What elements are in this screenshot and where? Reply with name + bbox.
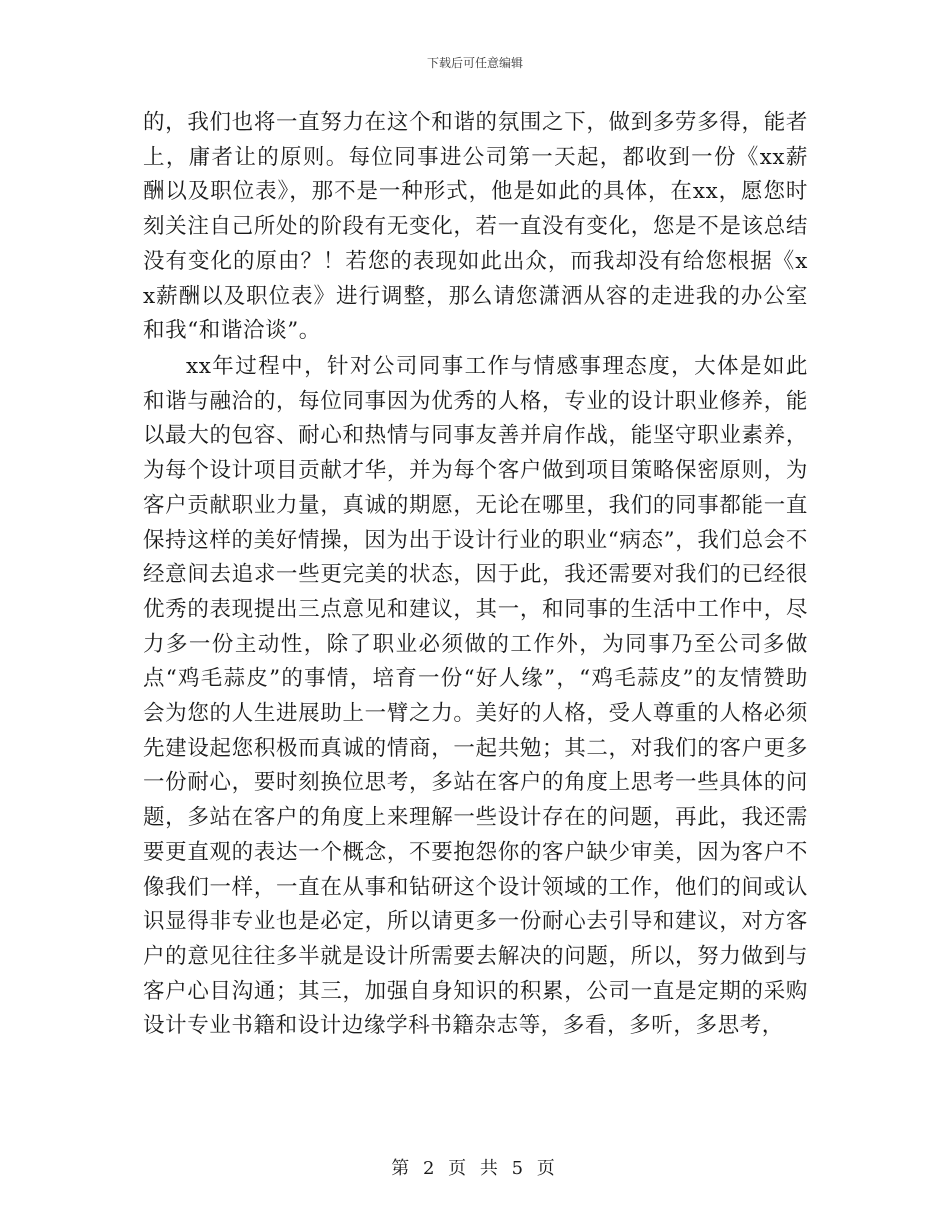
page-header: 下载后可任意编辑 [426, 56, 523, 70]
paragraph-1: 的，我们也将一直努力在这个和谐的氛围之下，做到多劳多得，能者上，庸者让的原则。每位同事进公司第一天起，都收到一份《xx薪酬以及职位表》，那不是一种形式，他是如此的具体，在xx，愿您时刻关注自己所处的阶段有无变化，若一直没有变化，您是不是该总结没有变化的原由？！若您的表现如此出众，而我却没有给您根据《xx薪酬以及职位表》进行调整，那么请您潇洒从容的走进我的办公室和我“和谐洽谈”。 [143, 110, 808, 344]
page-number-footer: 第 2 页 共 5 页 [391, 1158, 559, 1179]
paragraph-2: xx年过程中，针对公司同事工作与情感事理态度，大体是如此和谐与融洽的，每位同事因为优秀的人格，专业的设计职业修养，能以最大的包容、耐心和热情与同事友善并肩作战，能坚守职业素养，为每个设计项目贡献才华，并为每个客户做到项目策略保密原则，为客户贡献职业力量，真诚的期愿，无论在哪里，我们的同事都能一直保持这样的美好情操，因为出于设计行业的职业“病态”，我们总会不经意间去追求一些更完美的状态，因于此，我还需要对我们的已经很优秀的表现提出三点意见和建议，其一，和同事的生活中工作中，尽力多一份主动性，除了职业必须做的工作外，为同事乃至公司多做点“鸡毛蒜皮”的事情，培育一份“好人缘”，“鸡毛蒜皮”的友情赞助会为您的人生进展助上一臂之力。美好的人格，受人尊重的人格必须先建设起您积极而真诚的情商，一起共勉；其二，对我们的客户更多一份耐心，要时刻换位思考，多站在客户的角度上思考一些具体的问题，多站在客户的角度上来理解一些设计存在的问题，再此，我还需要更直观的表达一个概念，不要抱怨你的客户缺少审美，因为客户不像我们一样，一直在从事和钻研这个设计领域的工作，他们的间或认识显得非专业也是必定，所以请更多一份耐心去引导和建议，对方客户的意见往往多半就是设计所需要去解决的问题，所以，努力做到与客户心目沟通；其三，加强自身知识的积累，公司一直是定期的采购设计专业书籍和设计边缘学科书籍杂志等，多看，多听，多思考， [143, 354, 808, 1039]
document-body [143, 106, 808, 1082]
